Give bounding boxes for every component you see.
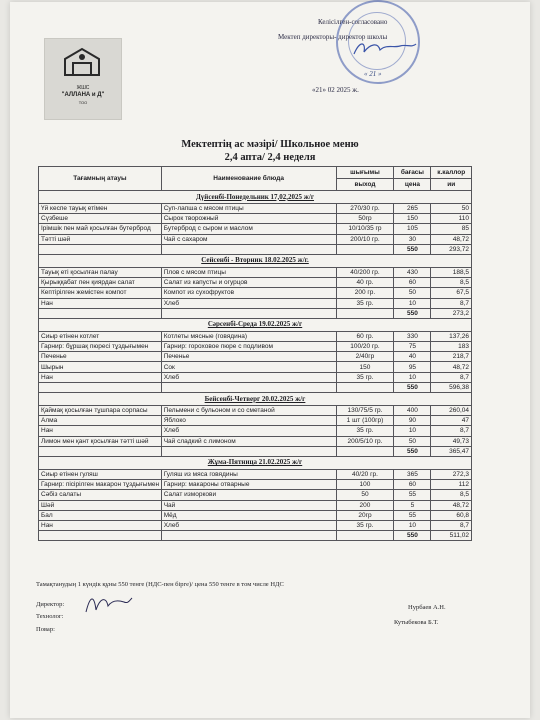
day-title: Дүйсенбі-Понедельник 17,02,2025 ж/г xyxy=(195,192,315,201)
dish-output: 2/40гр xyxy=(336,352,394,362)
table-row xyxy=(39,520,472,530)
day-header-row xyxy=(39,191,472,204)
dish-price: 10 xyxy=(394,298,431,308)
table-row xyxy=(39,490,472,500)
day-header-row xyxy=(39,393,472,406)
dish-output: 40 гр. xyxy=(336,278,394,288)
dish-kcal: 50 xyxy=(431,204,472,214)
dish-name-kz: Сиыр етінен гуляш xyxy=(39,469,162,479)
header-name-ru: Наименование блюда xyxy=(161,167,336,191)
dish-output: 200 гр. xyxy=(336,288,394,298)
dish-price: 30 xyxy=(394,234,431,244)
dish-price: 265 xyxy=(394,204,431,214)
dish-kcal: 260,04 xyxy=(431,406,472,416)
header-price-ru: цена xyxy=(394,179,431,191)
table-row xyxy=(39,298,472,308)
dish-name-kz: Тәтті шәй xyxy=(39,234,162,244)
dish-output: 35 гр. xyxy=(336,520,394,530)
dish-name-ru: Чай xyxy=(161,500,336,510)
dish-price: 60 xyxy=(394,278,431,288)
dish-name-ru: Гарнир: гороховое пюре с подливом xyxy=(161,342,336,352)
dish-price: 10 xyxy=(394,372,431,382)
day-total-kcal: 511,02 xyxy=(431,531,472,541)
dish-kcal: 110 xyxy=(431,214,472,224)
dish-kcal: 48,72 xyxy=(431,500,472,510)
table-row xyxy=(39,480,472,490)
dish-name-kz: Шәй xyxy=(39,500,162,510)
dish-output: 60 гр. xyxy=(336,331,394,341)
dish-name-ru: Гарнир: макароны отварные xyxy=(161,480,336,490)
page-subtitle: 2,4 апта/ 2,4 неделя xyxy=(224,152,316,163)
table-row xyxy=(39,234,472,244)
dish-name-kz: Печенье xyxy=(39,352,162,362)
day-header-row xyxy=(39,318,472,331)
dish-name-kz: Сәбіз салаты xyxy=(39,490,162,500)
school-logo-icon xyxy=(57,45,107,83)
header-name-kz: Тағамның атауы xyxy=(39,167,162,191)
day-title: Бейсенбі-Четверг 20.02.2025 ж/г xyxy=(204,394,306,403)
price-note: Тамақтанудың 1 күндік құны 550 тенге (НДС-пен бірге)/ цена 550 тенге в том числе НДС xyxy=(36,581,284,588)
dish-name-kz: Қырыққабат пен қиярдан салат xyxy=(39,278,162,288)
header-kcal-2: ии xyxy=(431,179,472,191)
dish-output: 1 шт (100гр) xyxy=(336,416,394,426)
dish-name-ru: Салат изморкови xyxy=(161,490,336,500)
dish-name-ru: Гуляш из мяса говядины xyxy=(161,469,336,479)
dish-kcal: 8,5 xyxy=(431,490,472,500)
day-title: Жұма-Пятница 21.02.2025 ж/г xyxy=(207,458,303,467)
table-row xyxy=(39,214,472,224)
dish-name-kz: Нан xyxy=(39,426,162,436)
dish-name-kz: Нан xyxy=(39,372,162,382)
dish-kcal: 183 xyxy=(431,342,472,352)
dish-name-ru: Чай сладкий с лимоном xyxy=(161,436,336,446)
dish-kcal: 85 xyxy=(431,224,472,234)
dish-name-kz: Ірімшік пен май қосылған бутерброд xyxy=(39,224,162,234)
director-name: Нурбаев А.Н. xyxy=(408,604,446,611)
day-total-price: 550 xyxy=(394,446,431,456)
dish-kcal: 112 xyxy=(431,480,472,490)
table-row xyxy=(39,436,472,446)
dish-name-ru: Сок xyxy=(161,362,336,372)
header-output-ru: выход xyxy=(336,179,394,191)
header-price-kz: бағасы xyxy=(394,167,431,179)
approval-agreed: Келісілген-согласовано xyxy=(318,18,388,26)
signature-line-text: « 21 » xyxy=(364,70,382,78)
dish-kcal: 47 xyxy=(431,416,472,426)
dish-kcal: 60,8 xyxy=(431,510,472,520)
dish-kcal: 48,72 xyxy=(431,362,472,372)
dish-price: 90 xyxy=(394,416,431,426)
dish-name-ru: Котлеты мясные (говядина) xyxy=(161,331,336,341)
dish-output: 270/30 гр. xyxy=(336,204,394,214)
approval-date: «21» 02 2025 ж. xyxy=(312,86,359,94)
dish-price: 95 xyxy=(394,362,431,372)
approval-position: Мектеп директоры- директор школы xyxy=(278,33,388,41)
table-row xyxy=(39,362,472,372)
dish-kcal: 67,5 xyxy=(431,288,472,298)
dish-output: 50 xyxy=(336,490,394,500)
dish-kcal: 8,7 xyxy=(431,298,472,308)
day-header-row xyxy=(39,456,472,469)
dish-output: 40/20 гр. xyxy=(336,469,394,479)
dish-output: 150 xyxy=(336,362,394,372)
dish-kcal: 8,7 xyxy=(431,372,472,382)
day-title: Сәрсенбі-Среда 19.02.2025 ж/г xyxy=(207,320,303,329)
dish-name-ru: Компот из сухофруктов xyxy=(161,288,336,298)
dish-price: 75 xyxy=(394,342,431,352)
dish-name-ru: Мёд xyxy=(161,510,336,520)
dish-output: 35 гр. xyxy=(336,372,394,382)
approval-day: 21 xyxy=(369,70,377,78)
dish-output: 100 xyxy=(336,480,394,490)
dish-name-kz: Алма xyxy=(39,416,162,426)
technologist-name: Кутыбекова Б.Т. xyxy=(394,619,439,626)
dish-price: 50 xyxy=(394,436,431,446)
table-row xyxy=(39,469,472,479)
dish-name-kz: Сиыр етінен котлет xyxy=(39,331,162,341)
cook-label: Повар: xyxy=(36,626,55,633)
dish-name-kz: Сүзбеше xyxy=(39,214,162,224)
table-row xyxy=(39,342,472,352)
day-total-row xyxy=(39,382,472,392)
director-signature-bottom xyxy=(84,592,134,616)
dish-name-kz: Шырын xyxy=(39,362,162,372)
dish-output: 10/10/35 гр xyxy=(336,224,394,234)
logo-line-2: "АЛЛАНА и Д" xyxy=(61,92,105,98)
dish-name-ru: Чай с сахаром xyxy=(161,234,336,244)
dish-name-ru: Хлеб xyxy=(161,520,336,530)
table-row xyxy=(39,372,472,382)
dish-name-ru: Хлеб xyxy=(161,426,336,436)
day-total-row xyxy=(39,308,472,318)
dish-kcal: 188,5 xyxy=(431,267,472,277)
dish-name-ru: Хлеб xyxy=(161,298,336,308)
dish-name-kz: Кептірілген жемістен компот xyxy=(39,288,162,298)
director-label: Директор: xyxy=(36,601,65,608)
dish-name-kz: Лимон мен қант қосылған тәтті шәй xyxy=(39,436,162,446)
day-total-price: 550 xyxy=(394,308,431,318)
company-logo xyxy=(44,38,122,120)
table-row xyxy=(39,267,472,277)
director-signature xyxy=(350,38,420,60)
menu-table xyxy=(38,166,472,541)
table-row xyxy=(39,352,472,362)
dish-price: 10 xyxy=(394,426,431,436)
logo-line-3: ТОО xyxy=(78,100,88,105)
dish-name-ru: Плов с мясом птицы xyxy=(161,267,336,277)
table-row xyxy=(39,406,472,416)
header-output-kz: шығымы xyxy=(336,167,394,179)
dish-output: 35 гр. xyxy=(336,426,394,436)
dish-kcal: 8,5 xyxy=(431,278,472,288)
dish-name-ru: Суп-лапша с мясом птицы xyxy=(161,204,336,214)
dish-kcal: 272,3 xyxy=(431,469,472,479)
dish-name-kz: Үй кеспе тауық етімен xyxy=(39,204,162,214)
dish-output: 50гр xyxy=(336,214,394,224)
table-row xyxy=(39,204,472,214)
dish-name-ru: Сырок творожный xyxy=(161,214,336,224)
table-row xyxy=(39,510,472,520)
day-total-price: 550 xyxy=(394,244,431,254)
dish-name-ru: Пельмени с бульоном и со сметаной xyxy=(161,406,336,416)
day-total-price: 550 xyxy=(394,382,431,392)
table-row xyxy=(39,288,472,298)
page-title: Мектептің ас мәзірі/ Школьное меню xyxy=(181,139,359,150)
table-row xyxy=(39,416,472,426)
dish-price: 50 xyxy=(394,288,431,298)
dish-output: 200/5/10 гр. xyxy=(336,436,394,446)
approval-date-day: 21 xyxy=(315,86,323,94)
technologist-label: Технолог: xyxy=(36,613,64,620)
dish-name-ru: Салат из капусты и огурцов xyxy=(161,278,336,288)
dish-name-kz: Нан xyxy=(39,520,162,530)
day-total-kcal: 273,2 xyxy=(431,308,472,318)
dish-name-kz: Гарнир: пісірілген макарон тұздығымен xyxy=(39,480,162,490)
dish-price: 40 xyxy=(394,352,431,362)
dish-kcal: 218,7 xyxy=(431,352,472,362)
table-row xyxy=(39,278,472,288)
dish-price: 365 xyxy=(394,469,431,479)
dish-price: 105 xyxy=(394,224,431,234)
day-total-row xyxy=(39,531,472,541)
dish-output: 20гр xyxy=(336,510,394,520)
dish-output: 200/10 гр. xyxy=(336,234,394,244)
dish-name-kz: Гарнир: бұршақ пюресі тұздығымен xyxy=(39,342,162,352)
dish-kcal: 8,7 xyxy=(431,520,472,530)
dish-output: 200 xyxy=(336,500,394,510)
dish-price: 5 xyxy=(394,500,431,510)
table-row xyxy=(39,331,472,341)
dish-name-kz: Бал xyxy=(39,510,162,520)
day-total-row xyxy=(39,446,472,456)
table-row xyxy=(39,224,472,234)
dish-price: 430 xyxy=(394,267,431,277)
approval-date-month: 02 xyxy=(327,86,335,94)
dish-price: 55 xyxy=(394,490,431,500)
table-row xyxy=(39,500,472,510)
table-row xyxy=(39,426,472,436)
day-total-price: 550 xyxy=(394,531,431,541)
header-kcal-1: к.каллор xyxy=(431,167,472,179)
dish-price: 330 xyxy=(394,331,431,341)
dish-kcal: 8,7 xyxy=(431,426,472,436)
day-total-kcal: 293,72 xyxy=(431,244,472,254)
dish-price: 400 xyxy=(394,406,431,416)
dish-price: 10 xyxy=(394,520,431,530)
dish-name-ru: Хлеб xyxy=(161,372,336,382)
dish-price: 150 xyxy=(394,214,431,224)
day-header-row xyxy=(39,254,472,267)
day-total-kcal: 365,47 xyxy=(431,446,472,456)
dish-name-ru: Бутерброд с сыром и маслом xyxy=(161,224,336,234)
dish-name-kz: Нан xyxy=(39,298,162,308)
dish-output: 35 гр. xyxy=(336,298,394,308)
dish-price: 60 xyxy=(394,480,431,490)
dish-name-ru: Печенье xyxy=(161,352,336,362)
dish-name-kz: Қаймақ қосылған тұшпара сорпасы xyxy=(39,406,162,416)
dish-output: 40/200 гр. xyxy=(336,267,394,277)
approval-date-year: 2025 ж. xyxy=(336,86,359,94)
dish-output: 100/20 гр. xyxy=(336,342,394,352)
dish-kcal: 137,26 xyxy=(431,331,472,341)
dish-kcal: 49,73 xyxy=(431,436,472,446)
dish-output: 130/75/5 гр. xyxy=(336,406,394,416)
logo-line-1: ЖШС xyxy=(76,85,90,91)
day-total-row xyxy=(39,244,472,254)
day-total-kcal: 596,38 xyxy=(431,382,472,392)
dish-kcal: 48,72 xyxy=(431,234,472,244)
dish-name-ru: Яблоко xyxy=(161,416,336,426)
dish-name-kz: Тауық еті қосылған палау xyxy=(39,267,162,277)
day-title: Сейсенбі - Вторник 18.02.2025 ж/г. xyxy=(201,256,309,265)
dish-price: 55 xyxy=(394,510,431,520)
